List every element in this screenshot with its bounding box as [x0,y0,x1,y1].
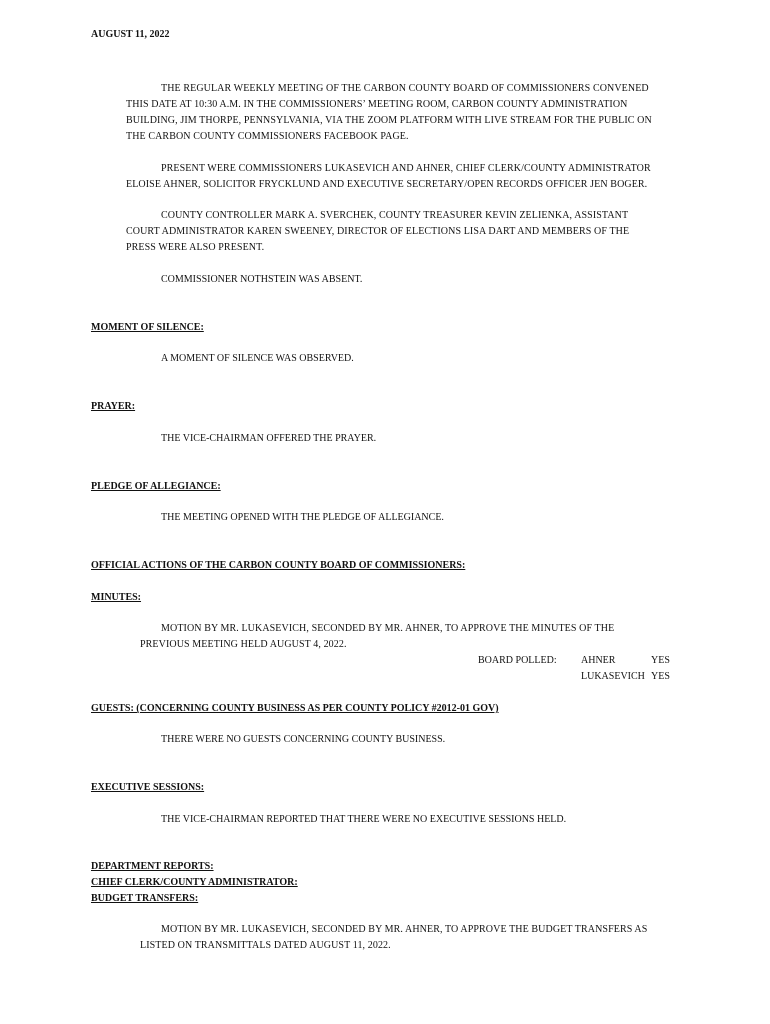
vote-value-ahner: YES [651,655,670,666]
vote-value-lukasevich: YES [651,671,670,682]
intro-p1-line: THIS DATE AT 10:30 A.M. IN THE COMMISSIONERS’ MEETING ROOM, CARBON COUNTY ADMINISTRATION [126,99,628,110]
budget-transfers-heading: BUDGET TRANSFERS: [91,893,199,904]
prayer-heading: PRAYER: [91,401,136,412]
intro-p2-line: PRESENT WERE COMMISSIONERS LUKASEVICH AND AHNER, CHIEF CLERK/COUNTY ADMINISTRATOR [161,163,651,174]
guests-heading: GUESTS: (CONCERNING COUNTY BUSINESS AS PER COUNTY POLICY #2012-01 GOV) [91,703,499,714]
executive-sessions-heading: EXECUTIVE SESSIONS: [91,782,205,793]
minutes-motion-line: PREVIOUS MEETING HELD AUGUST 4, 2022. [140,639,347,650]
intro-p3-line: COURT ADMINISTRATOR KAREN SWEENEY, DIRECTOR OF ELECTIONS LISA DART AND MEMBERS OF THE [126,226,630,237]
absent-statement: COMMISSIONER NOTHSTEIN WAS ABSENT. [161,274,363,285]
board-polled-label: BOARD POLLED: [478,655,557,666]
intro-p3-line: COUNTY CONTROLLER MARK A. SVERCHEK, COUNTY TREASURER KEVIN ZELIENKA, ASSISTANT [161,210,629,221]
intro-p2-line: ELOISE AHNER, SOLICITOR FRYCKLUND AND EXECUTIVE SECRETARY/OPEN RECORDS OFFICER JEN BOGER. [126,179,648,190]
date-header: AUGUST 11, 2022 [91,29,170,40]
official-actions-heading: OFFICIAL ACTIONS OF THE CARBON COUNTY BOARD OF COMMISSIONERS: [91,560,466,571]
minutes-motion [140,621,614,653]
executive-sessions-text: THE VICE-CHAIRMAN REPORTED THAT THERE WERE NO EXECUTIVE SESSIONS HELD. [161,814,567,825]
guests-text: THERE WERE NO GUESTS CONCERNING COUNTY BUSINESS. [161,734,446,745]
pledge-text: THE MEETING OPENED WITH THE PLEDGE OF ALLEGIANCE. [161,512,444,523]
department-reports-heading: DEPARTMENT REPORTS: [91,861,214,872]
intro-paragraph-3 [126,208,629,256]
moment-of-silence-heading: MOMENT OF SILENCE: [91,322,204,333]
budget-motion-line: MOTION BY MR. LUKASEVICH, SECONDED BY MR. AHNER, TO APPROVE THE BUDGET TRANSFERS AS [161,924,648,935]
intro-paragraph-1 [126,81,652,145]
intro-p3-line: PRESS WERE ALSO PRESENT. [126,242,265,253]
vote-name-ahner: AHNER [581,655,616,666]
pledge-heading: PLEDGE OF ALLEGIANCE: [91,481,221,492]
prayer-text: THE VICE-CHAIRMAN OFFERED THE PRAYER. [161,433,377,444]
intro-paragraph-2 [126,161,651,193]
intro-p1-line: BUILDING, JIM THORPE, PENNSYLVANIA, VIA THE ZOOM PLATFORM WITH LIVE STREAM FOR THE PUBLIC ON [126,115,652,126]
chief-clerk-heading: CHIEF CLERK/COUNTY ADMINISTRATOR: [91,877,298,888]
intro-p1-line: THE REGULAR WEEKLY MEETING OF THE CARBON COUNTY BOARD OF COMMISSIONERS CONVENED [161,83,649,94]
vote-name-lukasevich: LUKASEVICH [581,671,645,682]
minutes-motion-line: MOTION BY MR. LUKASEVICH, SECONDED BY MR. AHNER, TO APPROVE THE MINUTES OF THE [161,623,615,634]
budget-transfers-motion [140,922,647,954]
minutes-heading: MINUTES: [91,592,142,603]
moment-of-silence-text: A MOMENT OF SILENCE WAS OBSERVED. [161,353,354,364]
budget-motion-line: LISTED ON TRANSMITTALS DATED AUGUST 11, 2022. [140,940,391,951]
intro-p1-line: THE CARBON COUNTY COMMISSIONERS FACEBOOK PAGE. [126,131,409,142]
